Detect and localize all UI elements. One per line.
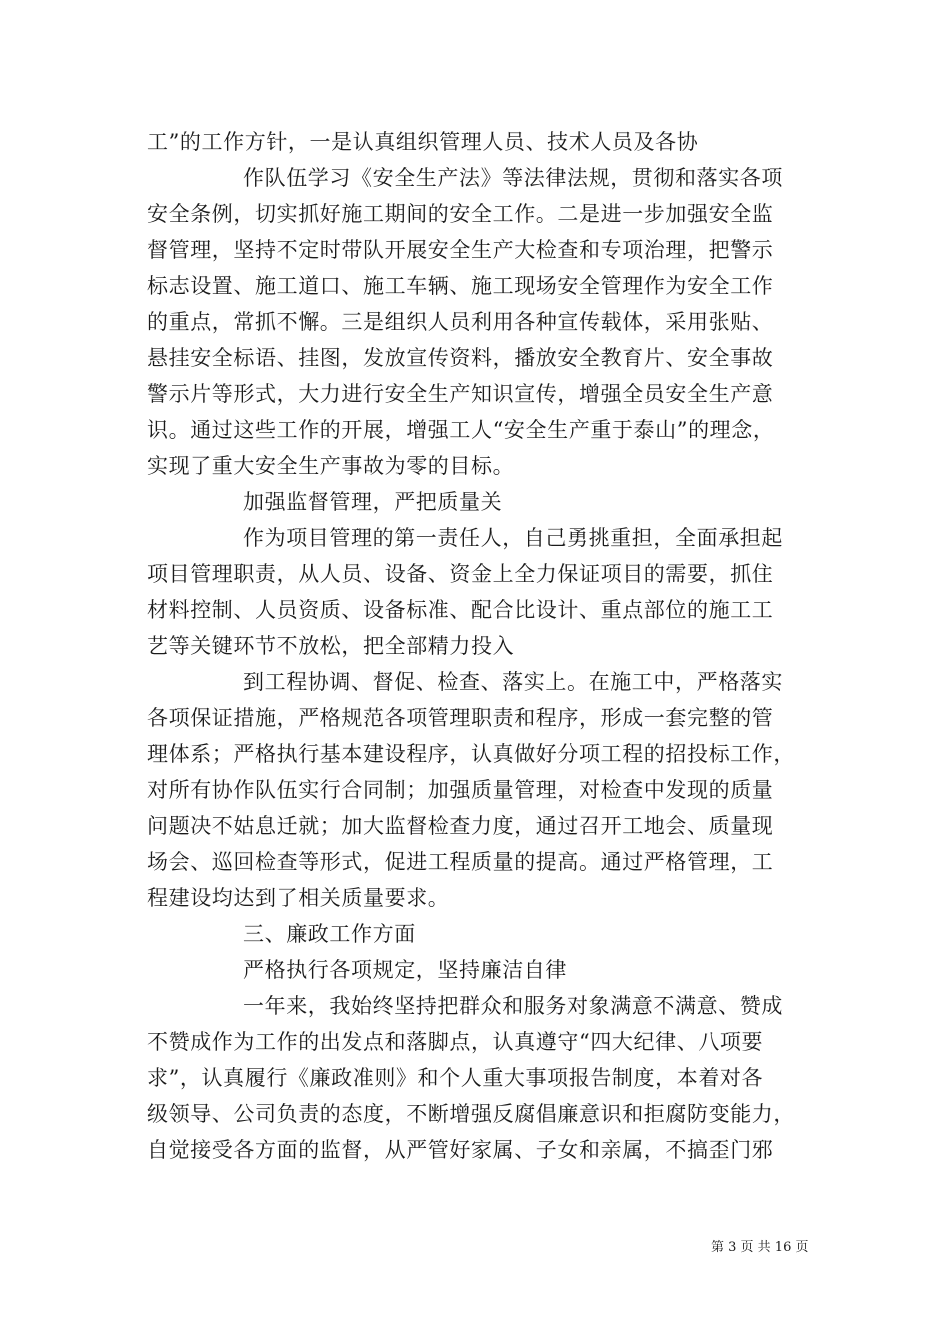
text-line: 艺等关键环节不放松，把全部精力投入: [147, 634, 515, 658]
text-line: 理体系；严格执行基本建设程序，认真做好分项工程的招投标工作，: [147, 742, 795, 766]
text-line: 三、廉政工作方面: [243, 922, 416, 946]
text-line: 安全条例，切实抓好施工期间的安全工作。二是进一步加强安全监: [147, 202, 774, 226]
text-line: 实现了重大安全生产事故为零的目标。: [147, 454, 515, 478]
text-line: 场会、巡回检查等形式，促进工程质量的提高。通过严格管理，工: [147, 850, 774, 874]
text-line: 督管理，坚持不定时带队开展安全生产大检查和专项治理，把警示: [147, 238, 774, 262]
text-line: 工”的工作方针，一是认真组织管理人员、技术人员及各协: [147, 130, 699, 154]
page-number: 第 3 页 共 16 页: [711, 1240, 809, 1255]
text-line: 到工程协调、督促、检查、落实上。在施工中，严格落实: [243, 670, 783, 694]
text-line: 级领导、公司负责的态度，不断增强反腐倡廉意识和拒腐防变能力，: [147, 1102, 795, 1126]
document-body: [147, 124, 827, 1168]
text-line: 悬挂安全标语、挂图，发放宣传资料，播放安全教育片、安全事故: [147, 346, 774, 370]
text-line: 不赞成作为工作的出发点和落脚点，认真遵守“四大纪律、八项要: [147, 1030, 764, 1054]
text-line: 程建设均达到了相关质量要求。: [147, 886, 450, 910]
text-line: 项目管理职责，从人员、设备、资金上全力保证项目的需要，抓住: [147, 562, 774, 586]
text-line: 加强监督管理，严把质量关: [243, 490, 503, 514]
text-line: 作队伍学习《安全生产法》等法律法规，贯彻和落实各项: [243, 166, 783, 190]
text-line: 识。通过这些工作的开展，增强工人“安全生产重于泰山”的理念，: [147, 418, 775, 442]
text-line: 严格执行各项规定，坚持廉洁自律: [243, 958, 567, 982]
text-line: 材料控制、人员资质、设备标准、配合比设计、重点部位的施工工: [147, 598, 774, 622]
text-line: 自觉接受各方面的监督，从严管好家属、子女和亲属，不搞歪门邪: [147, 1138, 774, 1162]
text-line: 的重点，常抓不懈。三是组织人员利用各种宣传载体，采用张贴、: [147, 310, 774, 334]
text-line: 一年来，我始终坚持把群众和服务对象满意不满意、赞成: [243, 994, 783, 1018]
text-line: 作为项目管理的第一责任人，自己勇挑重担，全面承担起: [243, 526, 783, 550]
text-line: 求”，认真履行《廉政准则》和个人重大事项报告制度，本着对各: [147, 1066, 764, 1090]
text-line: 警示片等形式，大力进行安全生产知识宣传，增强全员安全生产意: [147, 382, 774, 406]
text-line: 各项保证措施，严格规范各项管理职责和程序，形成一套完整的管: [147, 706, 774, 730]
text-line: 对所有协作队伍实行合同制；加强质量管理，对检查中发现的质量: [147, 778, 774, 802]
text-line: 标志设置、施工道口、施工车辆、施工现场安全管理作为安全工作: [147, 274, 774, 298]
text-line: 问题决不姑息迁就；加大监督检查力度，通过召开工地会、质量现: [147, 814, 774, 838]
